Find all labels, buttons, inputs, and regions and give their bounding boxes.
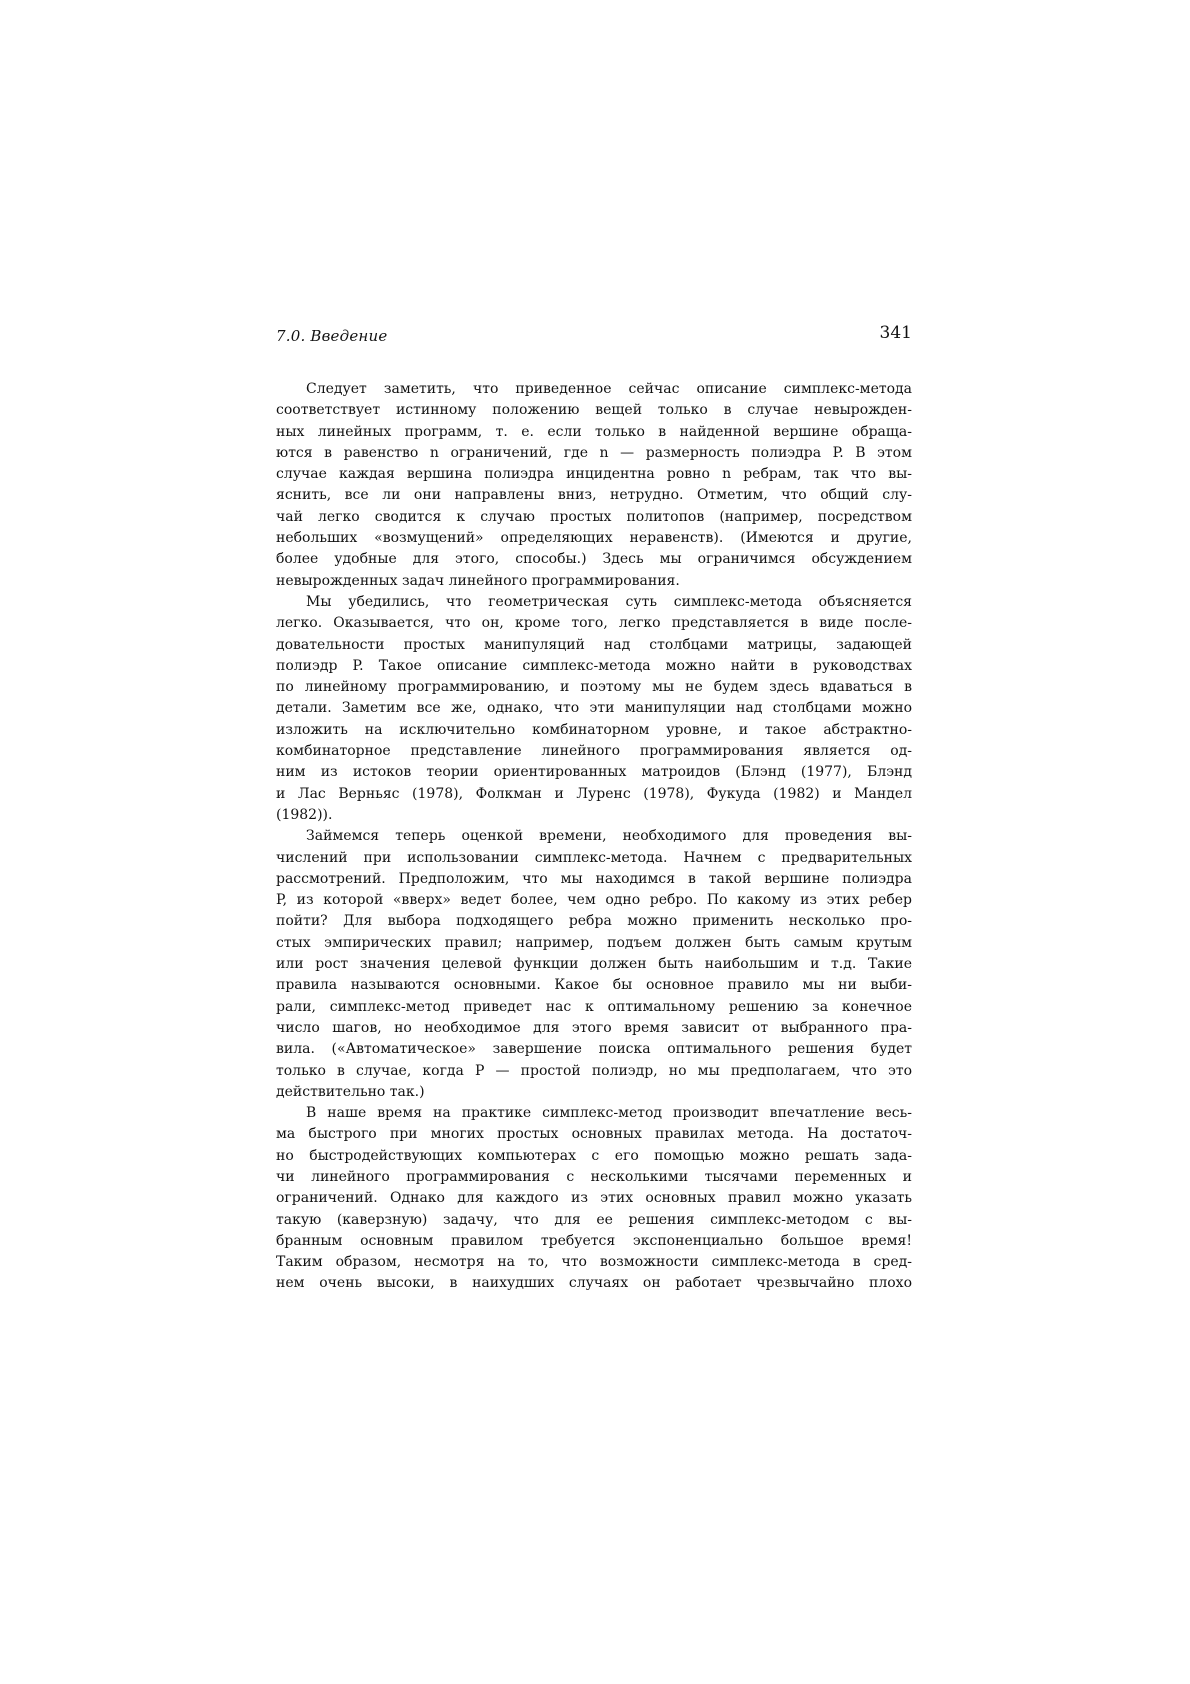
- text-line: Займемся теперь оценкой времени, необходимого для проведения вы-: [306, 828, 912, 845]
- text-line: яснить, все ли они направлены вниз, нетрудно. Отметим, что общий слу-: [276, 487, 912, 504]
- body-text: [276, 379, 912, 1295]
- text-line: P, из которой «вверх» ведет более, чем одно ребро. По какому из этих ребер: [276, 892, 912, 909]
- text-line: довательности простых манипуляций над столбцами матрицы, задающей: [276, 636, 912, 653]
- text-line: (1982)).: [276, 806, 333, 823]
- paragraph-3: [276, 826, 912, 1103]
- paragraph-4: [276, 1103, 912, 1295]
- text-line: по линейному программированию, и поэтому мы не будем здесь вдаваться в: [276, 679, 912, 696]
- text-line: Мы убедились, что геометрическая суть симплекс-метода объясняется: [306, 593, 912, 610]
- text-line: случае каждая вершина полиэдра инцидентна ровно n ребрам, так что вы-: [276, 466, 912, 483]
- page-header: [276, 323, 912, 353]
- text-line: такую (каверзную) задачу, что для ее решения симплекс-методом с вы-: [276, 1211, 912, 1228]
- text-line: невырожденных задач линейного программирования.: [276, 572, 680, 589]
- page-number: 341: [879, 323, 912, 343]
- text-line: бранным основным правилом требуется экспоненциально большое время!: [276, 1232, 912, 1249]
- paragraph-2: [276, 592, 912, 826]
- text-line: числений при использовании симплекс-метода. Начнем с предварительных: [276, 849, 912, 866]
- text-line: только в случае, когда P — простой полиэдр, но мы предполагаем, что это: [276, 1062, 912, 1079]
- text-line: действительно так.): [276, 1083, 425, 1100]
- text-line: правила называются основными. Какое бы основное правило мы ни выби-: [276, 977, 912, 994]
- text-line: более удобные для этого, способы.) Здесь мы ограничимся обсуждением: [276, 551, 912, 568]
- text-line: ных линейных программ, т. е. если только в найденной вершине обраща-: [276, 423, 912, 440]
- text-line: нем очень высоки, в наихудших случаях он работает чрезвычайно плохо: [276, 1275, 912, 1292]
- text-line: Таким образом, несмотря на то, что возможности симплекс-метода в сред-: [276, 1254, 912, 1271]
- text-line: ма быстрого при многих простых основных правилах метода. На достаточ-: [276, 1126, 912, 1143]
- text-line: чай легко сводится к случаю простых политопов (например, посредством: [276, 508, 912, 525]
- text-line: но быстродействующих компьютерах с его помощью можно решать зада-: [276, 1147, 912, 1164]
- paragraph-1: [276, 379, 912, 592]
- text-line: В наше время на практике симплекс-метод производит впечатление весь-: [306, 1105, 912, 1122]
- text-line: небольших «возмущений» определяющих неравенств). (Имеются и другие,: [276, 530, 912, 547]
- text-line: детали. Заметим все же, однако, что эти манипуляции над столбцами можно: [276, 700, 912, 717]
- text-line: пойти? Для выбора подходящего ребра можно применить несколько про-: [276, 913, 912, 930]
- text-line: и Лас Верньяс (1978), Фолкман и Луренс (1978), Фукуда (1982) и Мандел: [276, 785, 912, 802]
- text-line: соответствует истинному положению вещей только в случае невырожден-: [276, 402, 912, 419]
- text-line: комбинаторное представление линейного программирования является од-: [276, 743, 912, 760]
- text-line: ются в равенство n ограничений, где n — размерность полиэдра P. В этом: [276, 444, 912, 461]
- text-line: рали, симплекс-метод приведет нас к оптимальному решению за конечное: [276, 998, 912, 1015]
- text-line: ограничений. Однако для каждого из этих основных правил можно указать: [276, 1190, 912, 1207]
- text-line: стых эмпирических правил; например, подъем должен быть самым крутым: [276, 934, 912, 951]
- text-line: рассмотрений. Предположим, что мы находимся в такой вершине полиэдра: [276, 870, 912, 887]
- text-line: полиэдр P. Такое описание симплекс-метода можно найти в руководствах: [276, 657, 912, 674]
- text-line: вила. («Автоматическое» завершение поиска оптимального решения будет: [276, 1041, 912, 1058]
- text-line: число шагов, но необходимое для этого время зависит от выбранного пра-: [276, 1019, 912, 1036]
- running-head: 7.0. Введение: [276, 327, 388, 345]
- text-line: чи линейного программирования с несколькими тысячами переменных и: [276, 1168, 912, 1185]
- text-line: легко. Оказывается, что он, кроме того, легко представляется в виде после-: [276, 615, 912, 632]
- text-line: Следует заметить, что приведенное сейчас описание симплекс-метода: [306, 381, 912, 397]
- text-line: изложить на исключительно комбинаторном уровне, и такое абстрактно-: [276, 721, 912, 738]
- text-line: ним из истоков теории ориентированных матроидов (Блэнд (1977), Блэнд: [276, 764, 912, 781]
- text-line: или рост значения целевой функции должен быть наибольшим и т.д. Такие: [276, 956, 912, 973]
